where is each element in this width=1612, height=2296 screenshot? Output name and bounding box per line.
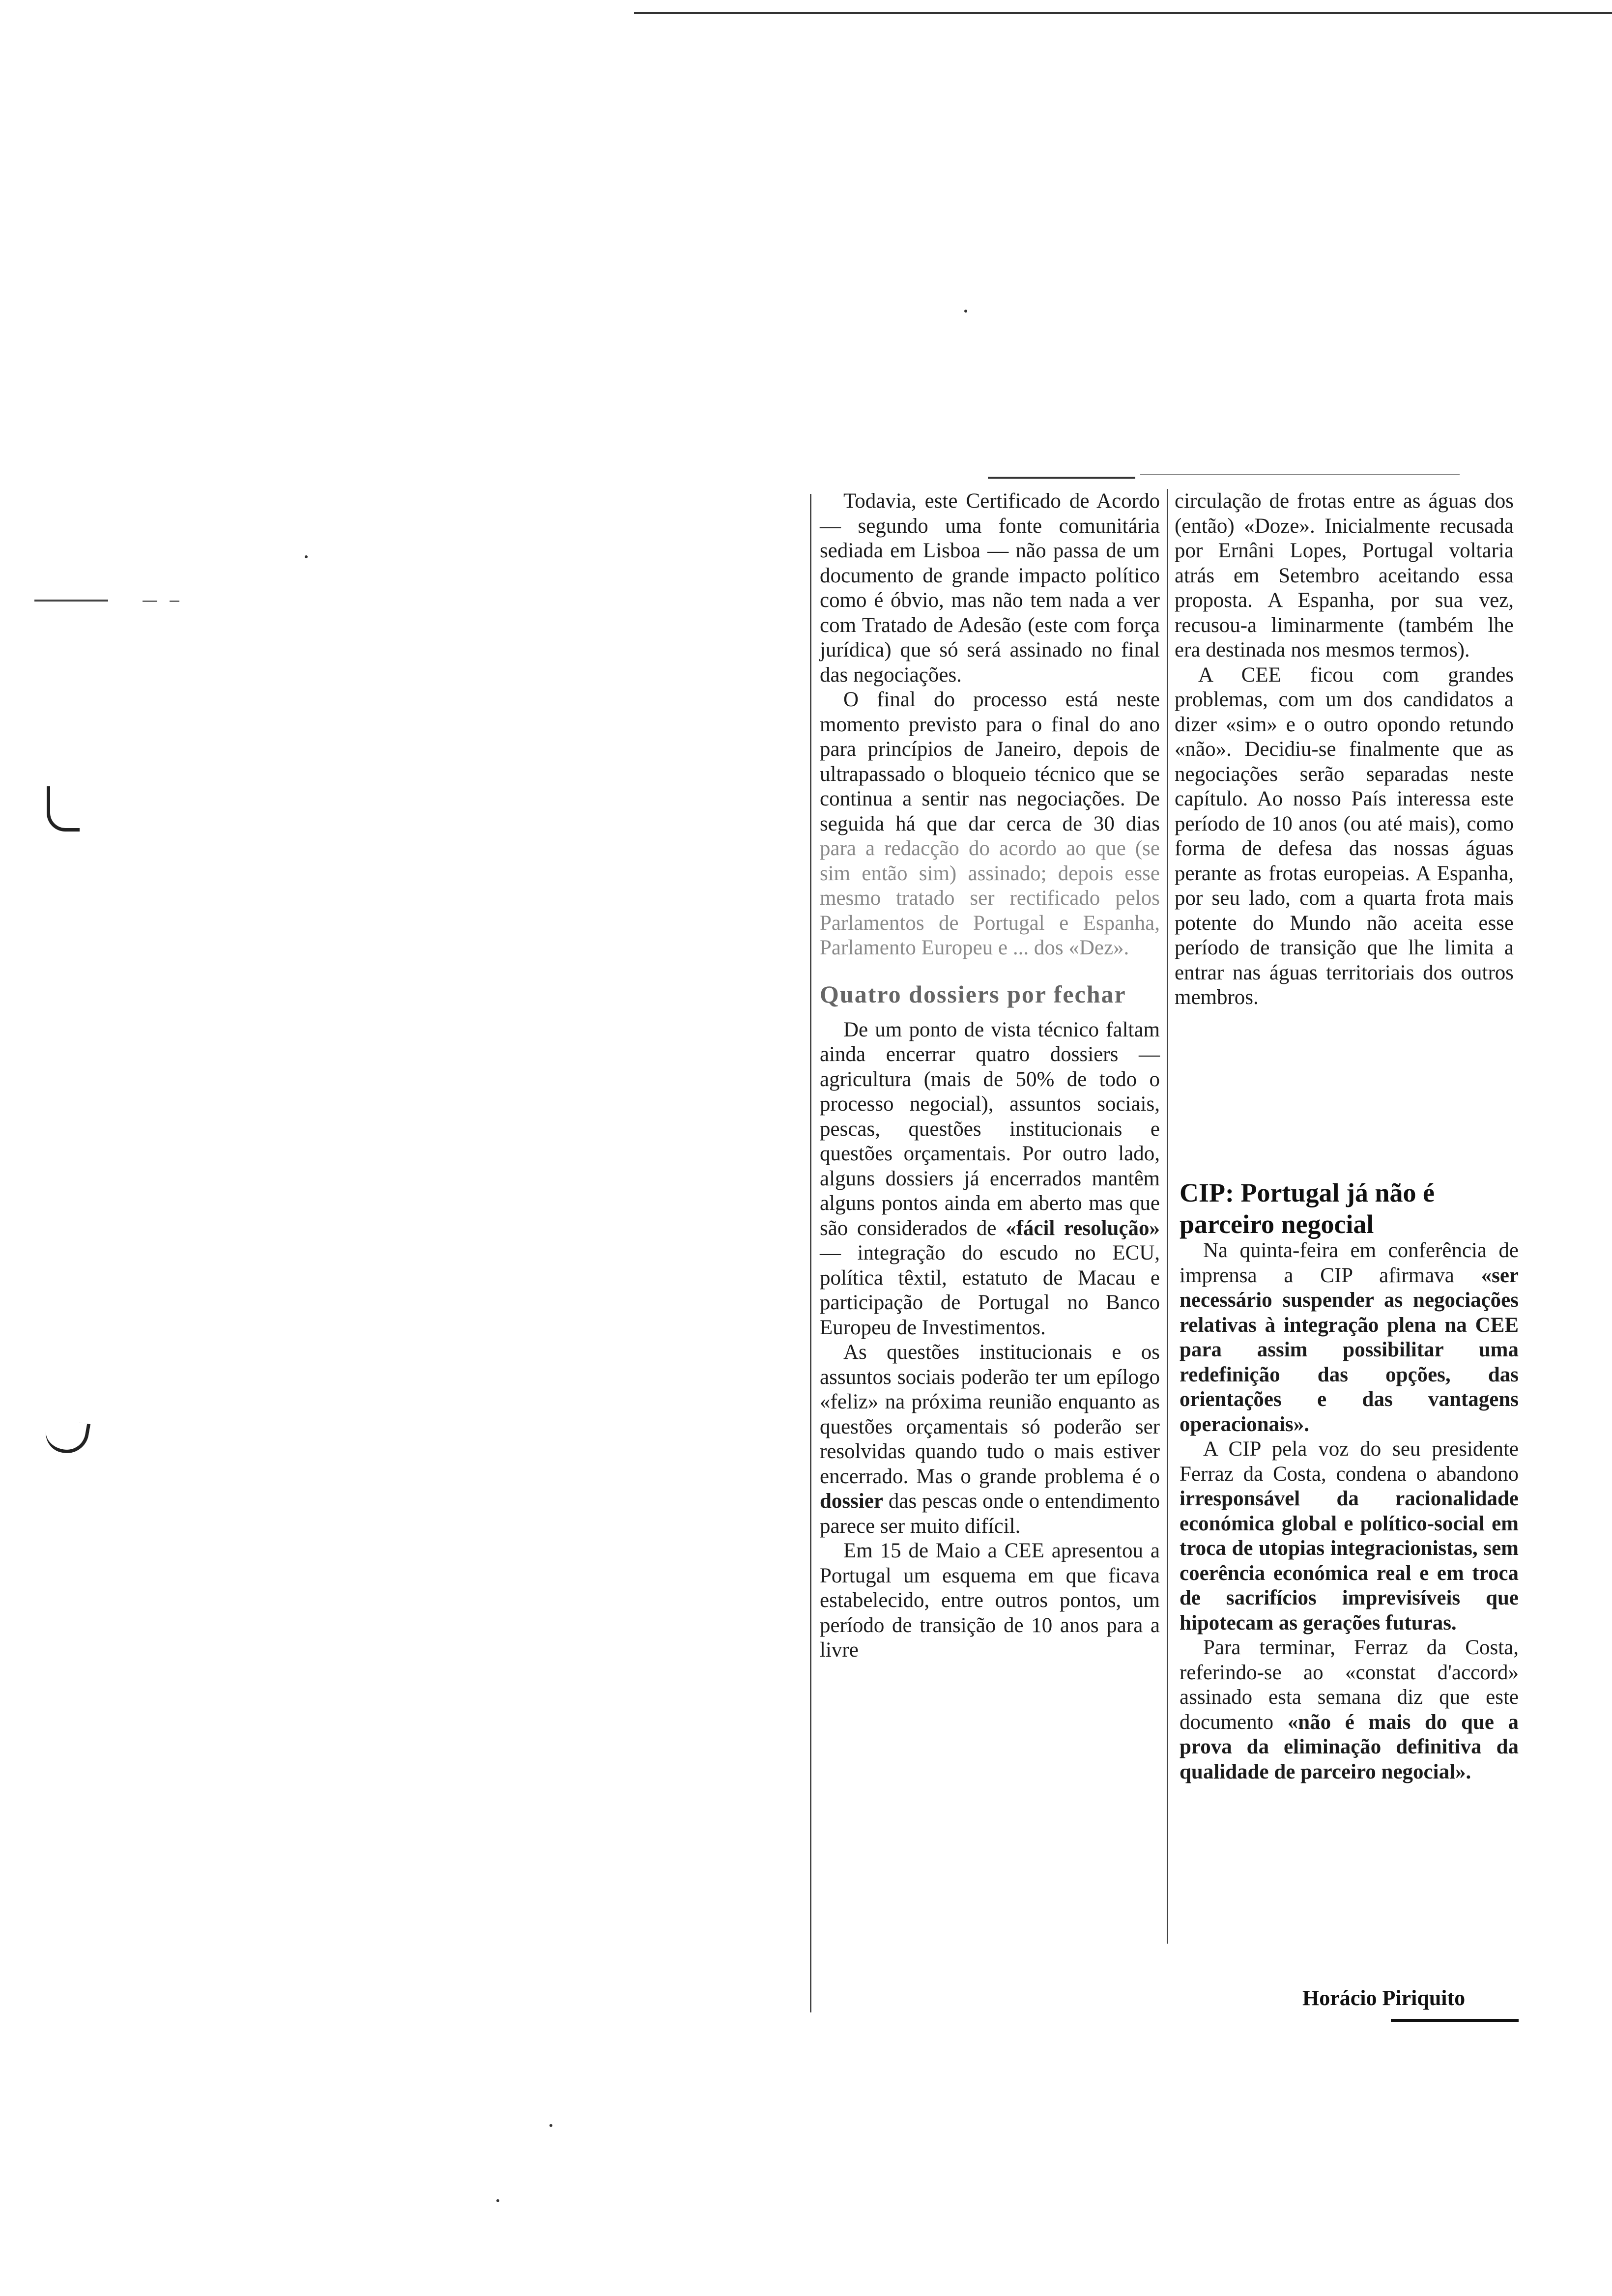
paragraph [820, 1018, 1160, 1341]
scan-bracket-mark [47, 786, 80, 832]
scan-dash-left-3 [170, 601, 179, 602]
clipping-top-edge-faint [1140, 474, 1460, 475]
paragraph: circulação de frotas entre as águas dos (então) «Doze». Inicialmente recusada por Ernâni Lopes, Portugal voltaria atrás em Setembro aceitando essa proposta. A Espanha, por sua vez, recusou-a liminarmente (também lhe era destinada nos mesmos termos). [1175, 489, 1514, 661]
paragraph [1180, 1238, 1519, 1437]
scan-dot [496, 2199, 499, 2202]
paragraph [820, 688, 1160, 961]
paragraph-bold: «não é mais do que a prova da eliminação definitiva da qualidade de parceiro negocial». [1180, 1710, 1519, 1783]
clipping-top-edge [988, 477, 1135, 479]
paragraph-bold: dossier [820, 1490, 883, 1513]
paragraph: A CEE ficou com grandes problemas, com um dos candidatos a dizer «sim» e o outro opondo retundo «não». Decidiu-se finalmente que as negociações serão separadas neste capítulo. Ao nosso País interessa este período de 10 anos (ou até mais), como forma de defesa das nossas águas perante as frotas europeias. A Espanha, por seu lado, com a quarta frota mais potente do Mundo não aceita esse período de transição que lhe limita a entrar nas águas territoriais dos outros membros. [1175, 663, 1514, 1009]
scan-dash-left [34, 600, 108, 602]
article-headline: CIP: Portugal já não é parceiro negocial [1180, 1178, 1435, 1239]
author-signature: Horácio Piriquito [1302, 1986, 1466, 2010]
paragraph-text: As questões institucionais e os assuntos sociais poderão ter um epílogo «feliz» na próxima reunião enquanto as questões orçamentais só poderão ser resolvidas quando tudo o mais estiver encerrado. Mas o grande problema é o [820, 1341, 1160, 1488]
article-column-right-lower [1180, 1238, 1519, 1784]
scan-curve-mark [43, 1417, 90, 1457]
paragraph-text-faded: para a redacção do acordo ao que (se sim então sim) assinado; depois esse mesmo tratado ser rectificado pelos Parlamentos de Portugal e Espanha, Parlamento Europeu e ... dos «Dez». [820, 837, 1160, 959]
column-divider-left [810, 494, 811, 2012]
scan-dot [964, 310, 967, 313]
scan-dot [549, 2124, 552, 2127]
paragraph-text: Na quinta-feira em conferência de imprensa a CIP afirmava [1180, 1239, 1519, 1287]
paragraph [1180, 1437, 1519, 1636]
paragraph-text: De um ponto de vista técnico faltam ainda encerrar quatro dossiers — agricultura (mais de 50% de todo o processo negocial), assuntos sociais, pescas, questões institucionais e questões orçamentais. Por outro lado, alguns dossiers já encerrados mantêm alguns pontos ainda em aberto mas que são considerados de [820, 1018, 1160, 1240]
paragraph-bold: «ser necessário suspender as negociações relativas à integração plena na CEE para assim possibilitar uma redefinição das opções, das orientações e das vantagens operacionais». [1180, 1263, 1519, 1436]
paragraph [1180, 1636, 1519, 1784]
paragraph-text: O final do processo está neste momento previsto para o final do ano para princípios de Janeiro, depois de ultrapassado o bloqueio técnico que se continua a sentir nas negociações. De seguida há que dar cerca de 30 dias [820, 688, 1160, 835]
article-column-left [820, 489, 1160, 1663]
paragraph: Em 15 de Maio a CEE apresentou a Portugal um esquema em que ficava estabelecido, entre outros pontos, um período de transição de 10 anos para a livre [820, 1539, 1160, 1662]
paragraph: Todavia, este Certificado de Acordo — segundo uma fonte comunitária sediada em Lisboa — não passa de um documento de grande impacto político como é óbvio, mas não tem nada a ver com Tratado de Adesão (este com força jurídica) que só será assinado no final das negociações. [820, 489, 1160, 687]
paragraph-bold: «fácil resolução» [1006, 1216, 1160, 1240]
paragraph-text: — integração do escudo no ECU, política têxtil, estatuto de Macau e participação de Portugal no Banco Europeu de Investimentos. [820, 1241, 1160, 1339]
section-subheading: Quatro dossiers por fechar [820, 980, 1126, 1008]
scan-dash-left-2 [143, 601, 157, 602]
article-column-right [1175, 489, 1514, 1010]
paragraph [820, 1340, 1160, 1539]
scan-top-line [634, 12, 1612, 14]
paragraph-bold: irresponsável da racionalidade económica global e político-social em troca de utopias integracionistas, sem coerência económica real e em troca de sacrifícios imprevisíveis que hipotecam as gerações futuras. [1180, 1487, 1519, 1635]
paragraph-text: A CIP pela voz do seu presidente Ferraz da Costa, condena o abandono [1180, 1437, 1519, 1486]
column-divider-middle [1167, 489, 1168, 1944]
paragraph-text: Para terminar, Ferraz da Costa, referindo-se ao «constat d'accord» assinado esta semana diz que este documento [1180, 1636, 1519, 1734]
scan-dot [305, 555, 308, 558]
signature-underline [1391, 2019, 1519, 2022]
paragraph-text: das pescas onde o entendimento parece ser muito difícil. [820, 1490, 1160, 1538]
